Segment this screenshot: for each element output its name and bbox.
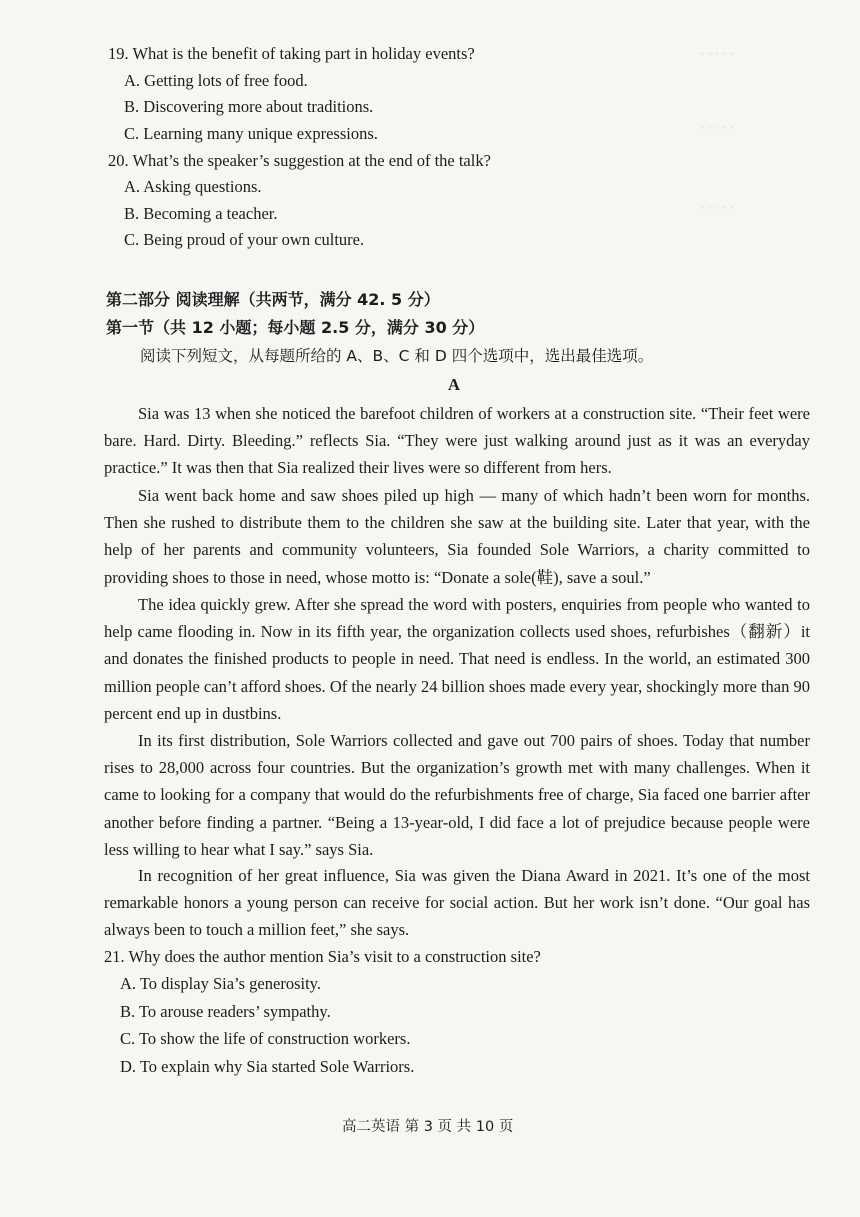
section-one-title: 第一节（共 12 小题；每小题 2.5 分，满分 30 分） bbox=[106, 318, 485, 337]
paragraph-text: Sia went back home and saw shoes piled up high — many of which hadn’t been worn for months. Then she rushed to distribute them to the children she saw at the building site. Later that year, with the help of her parents and community volunteers, Sia founded Sole Warriors, a charity committed to providing shoes to those in need, whose motto is: “Donate a sole(鞋), save a soul.” bbox=[104, 486, 810, 587]
question-21-option-d: D. To explain why Sia started Sole Warriors. bbox=[120, 1057, 415, 1076]
part-two-title: 第二部分 阅读理解（共两节，满分 42. 5 分） bbox=[106, 290, 440, 309]
passage-paragraph-5 bbox=[104, 862, 810, 944]
passage-paragraph-3 bbox=[104, 591, 810, 727]
question-19-stem: 19. What is the benefit of taking part in holiday events? bbox=[108, 44, 475, 63]
paragraph-text: The idea quickly grew. After she spread the word with posters, enquiries from people who wanted to help came flooding in. Now in its fifth year, the organization collects used shoes, refurbishes（翻新）it and donates the finished products to people in need. That need is endless. In the world, an estimated 300 million people can’t afford shoes. Of the nearly 24 billion shoes made every year, shockingly more than 90 percent end up in dustbins. bbox=[104, 595, 810, 723]
bleed-through-mark: · · · · · bbox=[700, 120, 735, 135]
bleed-through-mark: · · · · · bbox=[700, 46, 735, 61]
question-20-option-a: A. Asking questions. bbox=[124, 177, 262, 196]
reading-instruction: 阅读下列短文，从每题所给的 A、B、C 和 D 四个选项中，选出最佳选项。 bbox=[140, 347, 654, 365]
question-21-stem: 21. Why does the author mention Sia’s visit to a construction site? bbox=[104, 947, 541, 966]
paragraph-text: Sia was 13 when she noticed the barefoot children of workers at a construction site. “Their feet were bare. Hard. Dirty. Bleeding.” reflects Sia. “They were just walking around just as it was an everyday practice.” It was then that Sia realized their lives were so different from hers. bbox=[104, 404, 810, 478]
paragraph-text: In recognition of her great influence, Sia was given the Diana Award in 2021. It’s one of the most remarkable honors a young person can receive for social action. But her work isn’t done. “Our goal has always been to touch a million feet,” she says. bbox=[104, 866, 810, 940]
paragraph-text: In its first distribution, Sole Warriors collected and gave out 700 pairs of shoes. Today that number rises to 28,000 across four countries. But the organization’s growth met with many challenges. When it came to looking for a company that would do the refurbishments free of charge, Sia faced one barrier after another before finding a partner. “Being a 13-year-old, I did face a lot of prejudice because people were less willing to hear what I say.” says Sia. bbox=[104, 731, 810, 859]
bleed-through-mark: · · · · · bbox=[700, 200, 735, 215]
question-20-option-b: B. Becoming a teacher. bbox=[124, 204, 278, 223]
question-19-option-a: A. Getting lots of free food. bbox=[124, 71, 308, 90]
question-21-option-a: A. To display Sia’s generosity. bbox=[120, 974, 321, 993]
question-20-stem: 20. What’s the speaker’s suggestion at the end of the talk? bbox=[108, 151, 491, 170]
question-19-option-b: B. Discovering more about traditions. bbox=[124, 97, 374, 116]
passage-label: A bbox=[448, 375, 460, 394]
page-footer: 高二英语 第 3 页 共 10 页 bbox=[342, 1119, 514, 1135]
question-20-option-c: C. Being proud of your own culture. bbox=[124, 230, 365, 249]
question-21-option-c: C. To show the life of construction workers. bbox=[120, 1029, 411, 1048]
passage-paragraph-4 bbox=[104, 727, 810, 863]
passage-paragraph-2 bbox=[104, 482, 810, 591]
passage-paragraph-1 bbox=[104, 400, 810, 482]
question-19-option-c: C. Learning many unique expressions. bbox=[124, 124, 378, 143]
question-21-option-b: B. To arouse readers’ sympathy. bbox=[120, 1002, 331, 1021]
